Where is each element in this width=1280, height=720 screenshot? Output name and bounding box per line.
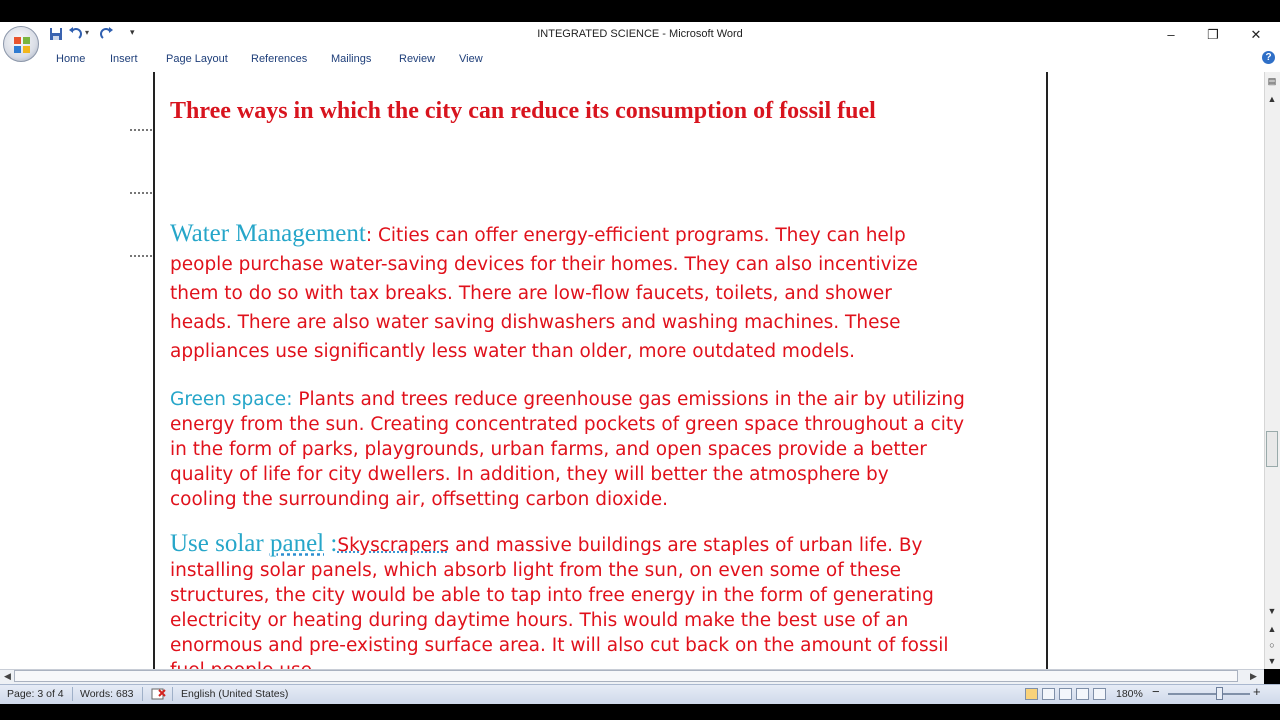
tab-view[interactable]: View: [459, 53, 483, 65]
previous-page-icon[interactable]: ▲: [1267, 624, 1277, 634]
draft-view-icon[interactable]: [1093, 688, 1106, 700]
paragraph-water-management[interactable]: [170, 219, 1030, 366]
paragraph-line: energy from the sun. Creating concentrated pockets of green space throughout a city: [170, 414, 965, 435]
vertical-scrollbar[interactable]: [1264, 72, 1280, 669]
paragraph-line: in the form of parks, playgrounds, urban farms, and open spaces provide a better: [170, 439, 927, 460]
office-logo-icon: [13, 36, 31, 54]
zoom-level[interactable]: 180%: [1116, 688, 1143, 700]
full-screen-reading-view-icon[interactable]: [1042, 688, 1055, 700]
paragraph-line: quality of life for city dwellers. In addition, they will better the atmosphere by: [170, 464, 889, 485]
word-count[interactable]: Words: 683: [80, 688, 134, 700]
zoom-slider-thumb[interactable]: [1216, 687, 1223, 700]
horizontal-scroll-thumb[interactable]: [14, 670, 1238, 682]
spellcheck-word[interactable]: Skyscrapers: [337, 535, 450, 556]
tab-review[interactable]: Review: [399, 53, 436, 65]
paragraph-line: enormous and pre-existing surface area. It will also cut back on the amount of fossil: [170, 635, 949, 656]
colon: :: [365, 225, 378, 246]
paragraph-line: installing solar panels, which absorb light from the sun, on even some of these: [170, 560, 902, 581]
colon: :: [286, 389, 299, 410]
scroll-left-icon[interactable]: ◀: [4, 671, 11, 681]
office-button[interactable]: [3, 26, 39, 62]
close-button[interactable]: ✕: [1250, 27, 1262, 42]
tab-home[interactable]: Home: [56, 53, 86, 65]
solar-title: Use solar: [170, 530, 270, 557]
scroll-up-icon[interactable]: ▲: [1267, 94, 1277, 104]
zoom-slider[interactable]: [1168, 693, 1250, 695]
paragraph-line: heads. There are also water saving dishwashers and washing machines. These: [170, 312, 901, 333]
divider: [172, 687, 173, 701]
help-icon[interactable]: ?: [1262, 51, 1275, 64]
restore-button[interactable]: ❐: [1207, 27, 1219, 42]
tab-page-layout[interactable]: Page Layout: [166, 53, 228, 65]
window-title: INTEGRATED SCIENCE - Microsoft Word: [537, 28, 743, 40]
web-layout-view-icon[interactable]: [1059, 688, 1072, 700]
next-page-icon[interactable]: ▼: [1267, 656, 1277, 666]
print-layout-view-icon[interactable]: [1025, 688, 1038, 700]
document-heading[interactable]: Three ways in which the city can reduce its consumption of fossil fuel: [170, 98, 876, 124]
paragraph-line: people purchase water-saving devices for their homes. They can also incentivize: [170, 254, 918, 275]
outline-view-icon[interactable]: [1076, 688, 1089, 700]
zoom-out-button[interactable]: −: [1152, 684, 1160, 699]
margin-marker: [130, 255, 152, 257]
paragraph-line: them to do so with tax breaks. There are low-flow faucets, toilets, and shower: [170, 283, 892, 304]
solar-title-colon: :: [324, 530, 338, 557]
paragraph-green-space[interactable]: [170, 387, 1040, 512]
undo-dropdown-icon[interactable]: ▾: [85, 28, 90, 37]
paragraph-line: [170, 219, 1030, 250]
tab-mailings[interactable]: Mailings: [331, 53, 372, 65]
vertical-scroll-thumb[interactable]: [1266, 431, 1278, 467]
paragraph-line: [170, 531, 1040, 558]
select-browse-object-icon[interactable]: ○: [1269, 640, 1275, 650]
water-management-title: Water Management: [170, 220, 366, 247]
tab-insert[interactable]: Insert: [110, 53, 138, 65]
proofing-icon[interactable]: [151, 688, 167, 701]
paragraph-line: [170, 387, 1040, 412]
customize-qat-icon[interactable]: ▾: [130, 27, 135, 37]
language-indicator[interactable]: English (United States): [181, 688, 289, 700]
page-count[interactable]: Page: 3 of 4: [7, 688, 64, 700]
paragraph-text: Plants and trees reduce greenhouse gas emissions in the air by utilizing: [298, 389, 965, 410]
scroll-down-icon[interactable]: ▼: [1267, 606, 1277, 616]
paragraph-line: cooling the surrounding air, offsetting carbon dioxide.: [170, 489, 668, 510]
margin-marker: [130, 129, 152, 131]
divider: [72, 687, 73, 701]
paragraph-text: and massive buildings are staples of urban life. By: [449, 535, 923, 556]
ruler-toggle-icon[interactable]: ▤: [1267, 76, 1277, 86]
green-space-title: Green space: [170, 389, 287, 410]
paragraph-text: Cities can offer energy-efficient programs. They can help: [377, 225, 906, 246]
paragraph-line: electricity or heating during daytime hours. This would make the best use of an: [170, 610, 909, 631]
margin-marker: [130, 192, 152, 194]
minimize-button[interactable]: –: [1167, 27, 1175, 42]
paragraph-line: appliances use significantly less water than older, more outdated models.: [170, 341, 856, 362]
paragraph-line: structures, the city would be able to tap into free energy in the form of generating: [170, 585, 934, 606]
paragraph-solar-panel[interactable]: [170, 531, 1040, 683]
tab-references[interactable]: References: [251, 53, 308, 65]
solar-title-panel: panel: [269, 530, 325, 557]
divider: [142, 687, 143, 701]
scroll-right-icon[interactable]: ▶: [1250, 671, 1257, 681]
zoom-in-button[interactable]: +: [1253, 684, 1261, 699]
